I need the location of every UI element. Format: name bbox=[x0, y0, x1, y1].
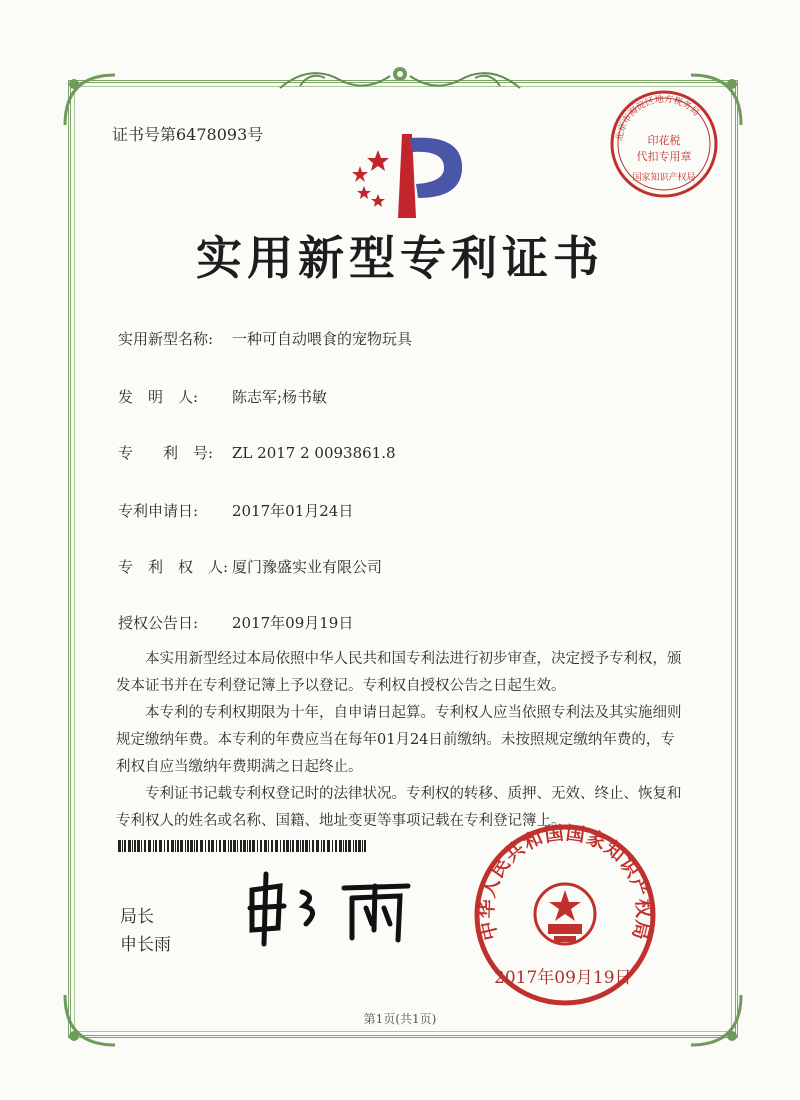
barcode-bar bbox=[134, 840, 136, 852]
barcode-bar bbox=[223, 840, 226, 852]
svg-text:国家知识产权局: 国家知识产权局 bbox=[632, 173, 696, 183]
barcode-bar bbox=[280, 840, 281, 852]
barcode-bar bbox=[233, 840, 236, 852]
barcode-bar bbox=[268, 840, 269, 852]
field-grant-date-label: 授权公告日: bbox=[118, 614, 199, 632]
barcode-bar bbox=[141, 840, 142, 852]
barcode-bar bbox=[194, 840, 195, 852]
field-patent-no-value: ZL 2017 2 0093861.8 bbox=[232, 444, 396, 462]
barcode-bar bbox=[205, 840, 206, 852]
field-name-value: 一种可自动喂食的宠物玩具 bbox=[232, 330, 413, 348]
barcode-bar bbox=[345, 840, 347, 852]
barcode-bar bbox=[167, 840, 169, 852]
body-paragraph: 专利证书记载专利权登记时的法律状况。专利权的转移、质押、无效、终止、恢复和专利权人的姓名或名称、国籍、地址变更等事项记载在专利登记簿上。 bbox=[116, 786, 682, 829]
patent-office-logo-icon bbox=[342, 128, 472, 224]
field-inventor-value: 陈志军;杨书敏 bbox=[232, 388, 328, 406]
svg-text:印花税: 印花税 bbox=[647, 134, 681, 147]
barcode-bar bbox=[335, 840, 337, 852]
barcode-bar bbox=[237, 840, 238, 852]
barcode-bar bbox=[323, 840, 325, 852]
barcode-bar bbox=[348, 840, 351, 852]
handwritten-signature-icon bbox=[240, 868, 420, 948]
barcode-icon bbox=[118, 840, 368, 852]
barcode-bar bbox=[260, 840, 262, 852]
field-application-date-label: 专利申请日: bbox=[118, 502, 199, 520]
barcode-bar bbox=[230, 840, 232, 852]
barcode-bar bbox=[300, 840, 301, 852]
corner-ornament-icon bbox=[60, 70, 120, 130]
barcode-bar bbox=[358, 840, 361, 852]
barcode-bar bbox=[240, 840, 242, 852]
barcode-bar bbox=[275, 840, 278, 852]
barcode-bar bbox=[305, 840, 308, 852]
barcode-bar bbox=[118, 840, 121, 852]
svg-text:北京市海淀区地方税务局: 北京市海淀区地方税务局 bbox=[614, 94, 701, 142]
barcode-bar bbox=[286, 840, 289, 852]
barcode-bar bbox=[228, 840, 229, 852]
top-ornament-icon bbox=[270, 58, 530, 98]
page-title: 实用新型专利证书 bbox=[196, 231, 604, 285]
barcode-bar bbox=[257, 840, 258, 852]
field-patentee-label: 专 利 权 人: bbox=[118, 558, 229, 576]
seal-date: 2017年09月19日 bbox=[494, 968, 632, 988]
barcode-bar bbox=[247, 840, 248, 852]
barcode-bar bbox=[302, 840, 304, 852]
barcode-bar bbox=[353, 840, 354, 852]
field-patent-no-label: 专 利 号: bbox=[118, 444, 214, 462]
barcode-bar bbox=[283, 840, 285, 852]
barcode-bar bbox=[339, 840, 342, 852]
barcode-bar bbox=[155, 840, 157, 852]
barcode-bar bbox=[153, 840, 154, 852]
body-paragraph: 本实用新型经过本局依照中华人民共和国专利法进行初步审查，决定授予专利权，颁发本证书并在专利登记簿上予以登记。专利权自授权公告之日起生效。 bbox=[116, 651, 682, 694]
page-number: 第1页(共1页) bbox=[363, 1012, 437, 1026]
field-patentee-value: 厦门豫盛实业有限公司 bbox=[232, 558, 383, 576]
barcode-bar bbox=[343, 840, 344, 852]
field-inventor-label: 发 明 人: bbox=[118, 388, 199, 406]
barcode-bar bbox=[216, 840, 217, 852]
tax-stamp-seal-icon bbox=[606, 86, 722, 202]
certificate-body bbox=[116, 646, 686, 835]
barcode-bar bbox=[144, 840, 146, 852]
field-application-date-value: 2017年01月24日 bbox=[232, 502, 354, 520]
barcode-bar bbox=[296, 840, 299, 852]
barcode-bar bbox=[309, 840, 310, 852]
barcode-bar bbox=[187, 840, 189, 852]
barcode-bar bbox=[175, 840, 176, 852]
director-name: 申长雨 bbox=[120, 935, 171, 955]
barcode-bar bbox=[332, 840, 333, 852]
svg-text:代扣专用章: 代扣专用章 bbox=[636, 150, 692, 163]
barcode-bar bbox=[137, 840, 140, 852]
barcode-bar bbox=[321, 840, 322, 852]
barcode-bar bbox=[249, 840, 251, 852]
barcode-bar bbox=[208, 840, 210, 852]
barcode-bar bbox=[355, 840, 357, 852]
barcode-bar bbox=[148, 840, 151, 852]
barcode-bar bbox=[124, 840, 126, 852]
barcode-bar bbox=[292, 840, 294, 852]
barcode-bar bbox=[171, 840, 174, 852]
barcode-bar bbox=[128, 840, 131, 852]
barcode-bar bbox=[190, 840, 193, 852]
barcode-bar bbox=[219, 840, 221, 852]
barcode-bar bbox=[362, 840, 363, 852]
barcode-bar bbox=[290, 840, 291, 852]
field-name-label: 实用新型名称: bbox=[118, 330, 214, 348]
barcode-bar bbox=[243, 840, 246, 852]
barcode-bar bbox=[327, 840, 330, 852]
barcode-bar bbox=[177, 840, 179, 852]
barcode-bar bbox=[185, 840, 186, 852]
svg-text:中华人民共和国国家知识产权局: 中华人民共和国国家知识产权局 bbox=[475, 822, 655, 943]
barcode-bar bbox=[312, 840, 314, 852]
field-grant-date-value: 2017年09月19日 bbox=[232, 614, 354, 632]
barcode-bar bbox=[159, 840, 162, 852]
barcode-bar bbox=[122, 840, 123, 852]
barcode-bar bbox=[211, 840, 214, 852]
barcode-bar bbox=[264, 840, 267, 852]
barcode-bar bbox=[271, 840, 273, 852]
barcode-bar bbox=[316, 840, 319, 852]
barcode-bar bbox=[180, 840, 183, 852]
barcode-bar bbox=[364, 840, 366, 852]
barcode-bar bbox=[196, 840, 198, 852]
barcode-bar bbox=[200, 840, 203, 852]
body-paragraph: 本专利的专利权期限为十年，自申请日起算。专利权人应当依照专利法及其实施细则规定缴纳年费。本专利的年费应当在每年01月24日前缴纳。未按照规定缴纳年费的，专利权自应当缴纳年费期满之日起终止。 bbox=[116, 705, 682, 775]
director-title: 局长 bbox=[120, 907, 154, 927]
barcode-bar bbox=[132, 840, 133, 852]
certificate-number: 证书号第6478093号 bbox=[112, 125, 264, 144]
barcode-bar bbox=[164, 840, 165, 852]
barcode-bar bbox=[252, 840, 255, 852]
